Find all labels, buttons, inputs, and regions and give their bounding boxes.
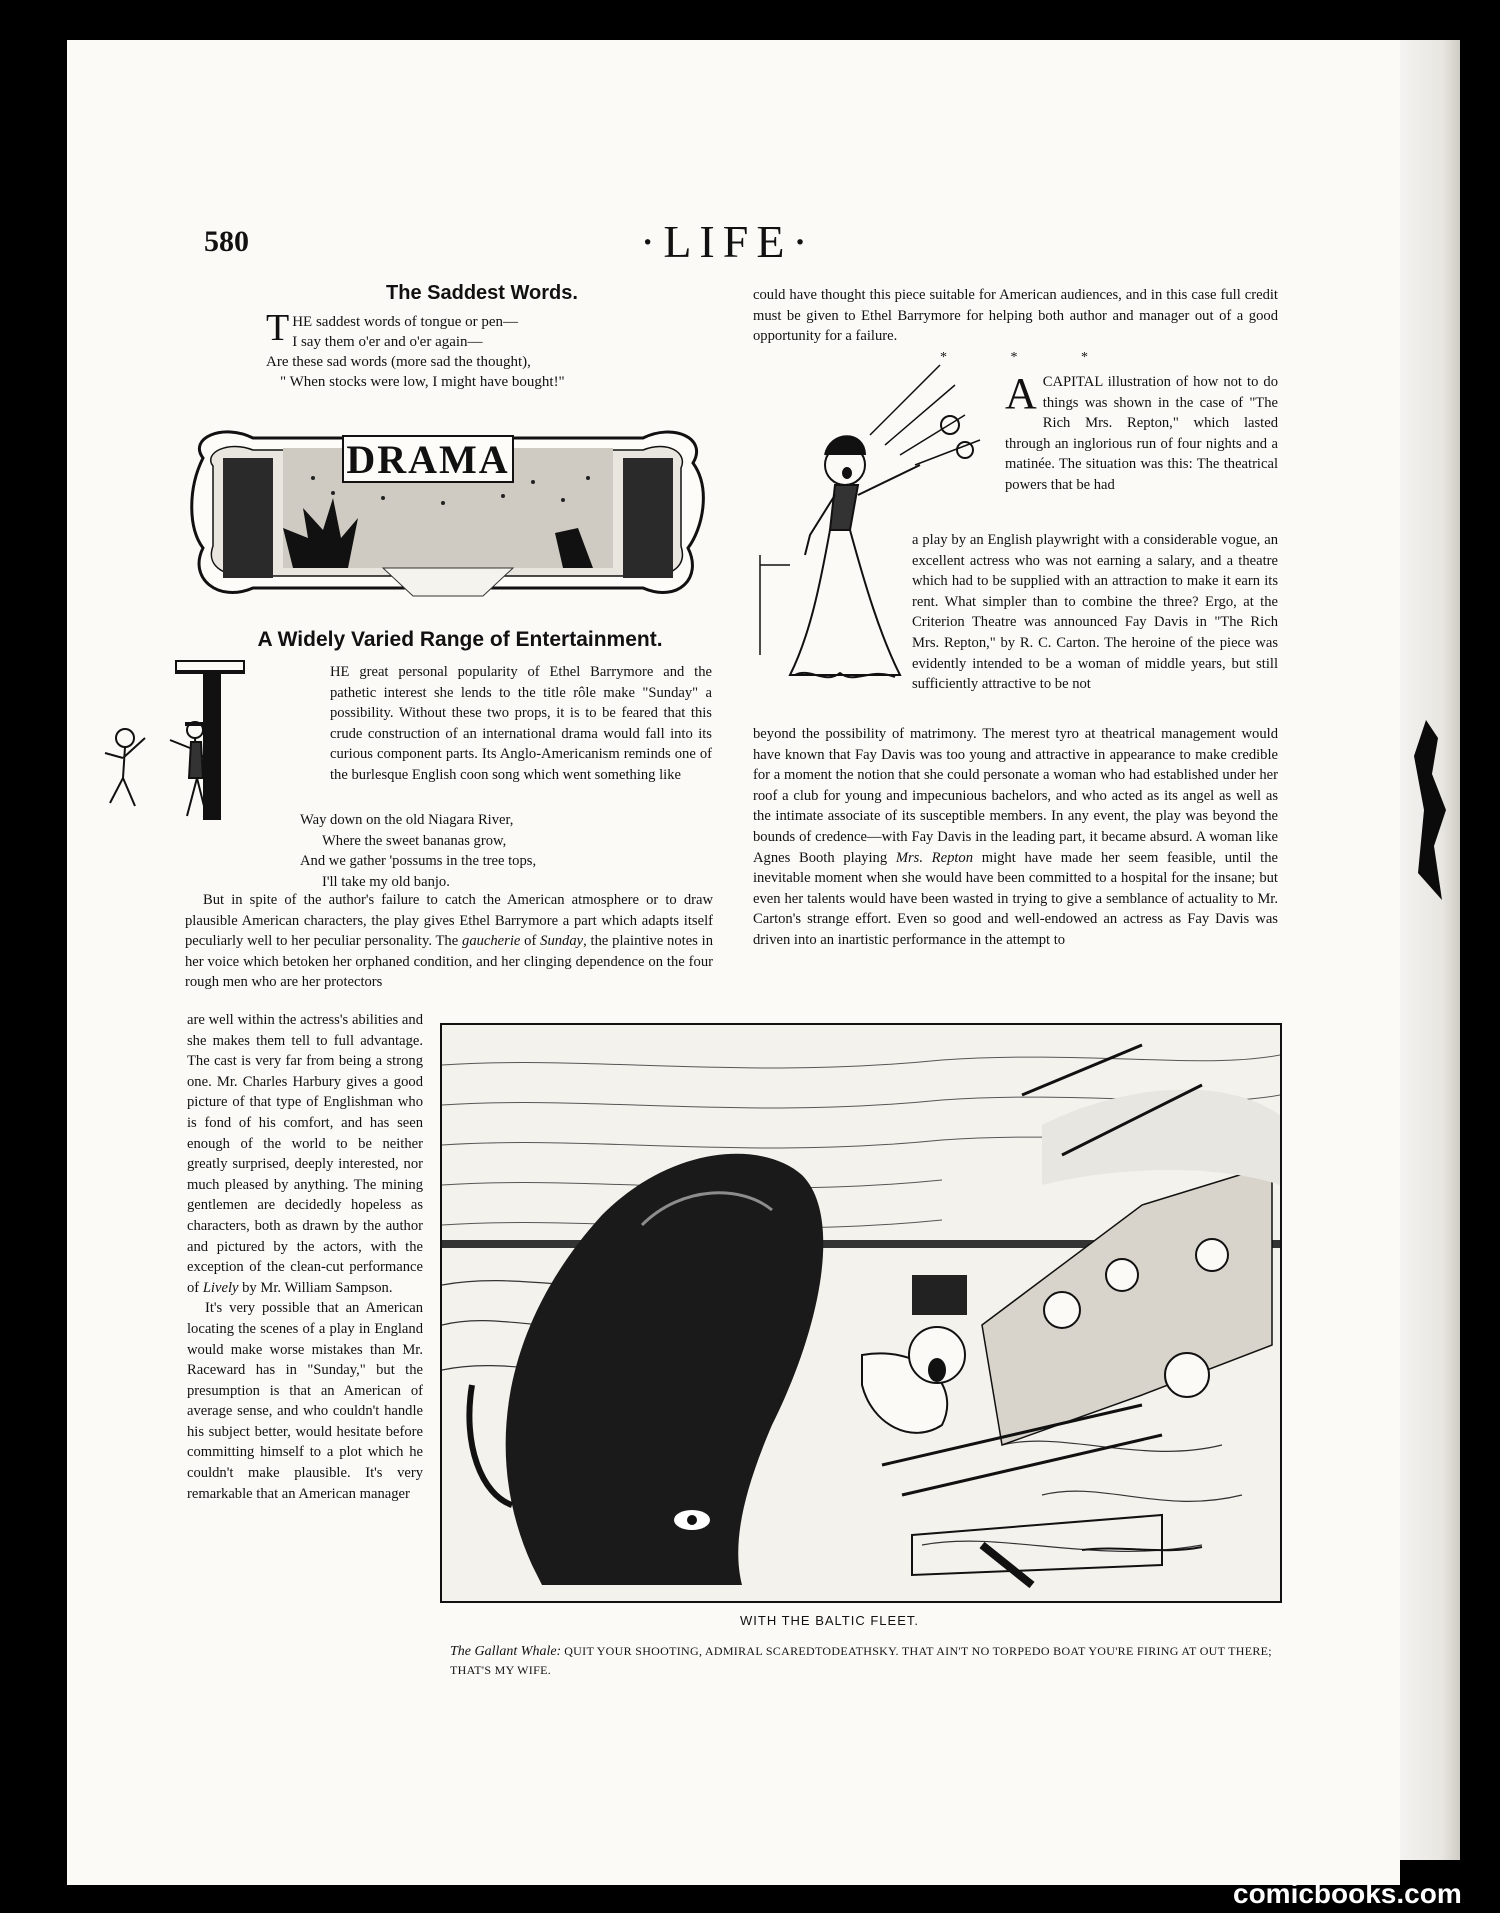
article-text: HE great personal popularity of Ethel Barrymore and the pathetic interest she lends to the title rôle make "Sunday" a possibility. Without these two props, it is to be feared that this crude construction of an international drama would fall into its curious component parts. Its Anglo-Americanism reminds one of the burlesque English coon song which went something like <box>330 664 712 783</box>
article-text <box>753 724 1278 951</box>
text-run-italic: Sunday <box>540 933 584 950</box>
dancing-figures-illustration <box>95 718 235 828</box>
article-title: A Widely Varied Range of Entertainment. <box>257 628 663 651</box>
right-column-paragraph-2-middle <box>912 530 1278 695</box>
section-separator: * * * <box>940 350 1118 365</box>
watermark: comicbooks.com <box>1233 1878 1462 1909</box>
cartoon-caption <box>450 1642 1280 1680</box>
page-number: 580 <box>204 225 249 258</box>
text-run: , the plaintive notes in her voice which betoken her orphaned condition, and her clinging dependence on the four rough men who are her protectors <box>185 933 713 991</box>
page-edge <box>1400 40 1460 1860</box>
text-run-italic: Mrs. Repton <box>895 849 974 866</box>
article-narrow-column <box>187 1010 423 1504</box>
poem-title: The Saddest Words. <box>386 282 578 304</box>
drama-banner-illustration <box>183 418 713 608</box>
right-column-paragraph-1 <box>753 285 1278 347</box>
text-run: But in spite of the author's failure to catch the American atmosphere or to draw plausible American characters, the play gives Ethel Barrymore a part which adapts itself peculiarly well to her peculiar personality. The <box>185 892 713 950</box>
torn-edge <box>1410 720 1450 900</box>
text-run: CAPITAL illustration of how not to do things was shown in the case of "The Rich Mrs. Repton," which lasted through an inglorious run of four nights and a matinée. The situation was this: The theatrical powers that be had <box>1005 374 1278 493</box>
right-column-paragraph-2-tail <box>753 724 1278 951</box>
poem-body <box>266 307 686 392</box>
poem-line: Are these sad words (more sad the thought), <box>266 354 531 370</box>
right-dropcap: A <box>1005 369 1037 418</box>
cartoon-title: WITH THE BALTIC FLEET. <box>740 1613 919 1628</box>
article-text: It's very possible that an American locating the scenes of a play in England would make worse mistakes than Mr. Raceward has in "Sunday," but the presumption is that an American of average sense, and who couldn't handle his subject better, would hesitate before committing himself to a plot which he couldn't make plausible. It's very remarkable that an American manager <box>187 1300 423 1502</box>
whale-cartoon-illustration <box>440 1023 1282 1603</box>
article-text <box>185 890 713 993</box>
caption-dialogue: QUIT YOUR SHOOTING, ADMIRAL SCAREDTODEATHSKY. THAT AIN'T NO TORPEDO BOAT YOU'RE FIRING AT OUT THERE; THAT'S MY WIFE. <box>450 1644 1272 1677</box>
song-verse <box>300 810 680 892</box>
song-line: Way down on the old Niagara River, <box>300 812 514 828</box>
text-run: by Mr. William Sampson. <box>238 1279 393 1296</box>
masthead-title: ·LIFE· <box>640 216 816 267</box>
article-text <box>187 1010 423 1298</box>
article-text <box>1005 369 1278 496</box>
poem-line: I say them o'er and o'er again— <box>292 334 483 350</box>
article-paragraph-1 <box>330 662 712 786</box>
text-run-italic: gaucherie <box>462 933 521 950</box>
poem-dropcap: T <box>266 307 290 349</box>
article-paragraph-2 <box>185 890 713 993</box>
text-run: beyond the possibility of matrimony. The merest tyro at theatrical management would have known that Fay Davis was too young and attractive in appearance to make credible for a moment the notion that she could personate a woman who had established under her roof a club for young and impecunious bachelors, and who acted as its angel as well as the intimate associate of its susceptible members. In any event, the play was beyond the bounds of credence—with Fay Davis in the leading part, it became absurd. A woman like Agnes Booth playing <box>753 726 1278 866</box>
song-line: Where the sweet bananas grow, <box>322 832 507 849</box>
right-column-paragraph-2-head <box>1005 369 1278 496</box>
text-run: are well within the actress's abilities and she makes them tell to full advantage. The cast is very far from being a strong one. Mr. Charles Harbury gives a good picture of that type of Englishman who is fond of his comfort, and has seen enough of the world to be neither greatly surprised, deeply interested, nor much pleased by anything. The mining gentlemen are decidedly hopeless as characters, both as drawn by the author and pictured by the actors, with the exception of the clean-cut performance of <box>187 1012 423 1296</box>
article-text: a play by an English playwright with a considerable vogue, an excellent actress who was not earning a salary, and a theatre which had to be supplied with an attraction to make it earn its rent. What simpler than to combine the three? Ergo, at the Criterion Theatre was announced Fay Davis in "The Rich Mrs. Repton," by R. C. Carton. The heroine of the piece was evidently intended to be a woman of middle years, but still sufficiently attractive to be not <box>912 532 1278 693</box>
text-run: might have made her seem feasible, until the inevitable moment when she would have been committed to a hospital for the insane; but even her talents would have been wasted in trying to give a semblance of actuality to Mr. Carton's strange effort. Even so good and well-endowed an actress as Fay Davis was driven into an inartistic performance in the attempt to <box>753 849 1278 948</box>
article-text: could have thought this piece suitable for American audiences, and in this case full credit must be given to Ethel Barrymore for helping both author and manager out of a good opportunity for a failure. <box>753 287 1278 345</box>
song-line: I'll take my old banjo. <box>322 873 450 890</box>
caption-speaker: The Gallant Whale: <box>450 1644 562 1659</box>
song-line: And we gather 'possums in the tree tops, <box>300 853 537 869</box>
text-run-italic: Lively <box>202 1279 239 1296</box>
poem-line: " When stocks were low, I might have bought!" <box>280 374 565 390</box>
poem-line: HE saddest words of tongue or pen— <box>292 314 519 330</box>
drama-banner-label: DRAMA <box>346 437 510 482</box>
text-run: of <box>520 933 541 950</box>
